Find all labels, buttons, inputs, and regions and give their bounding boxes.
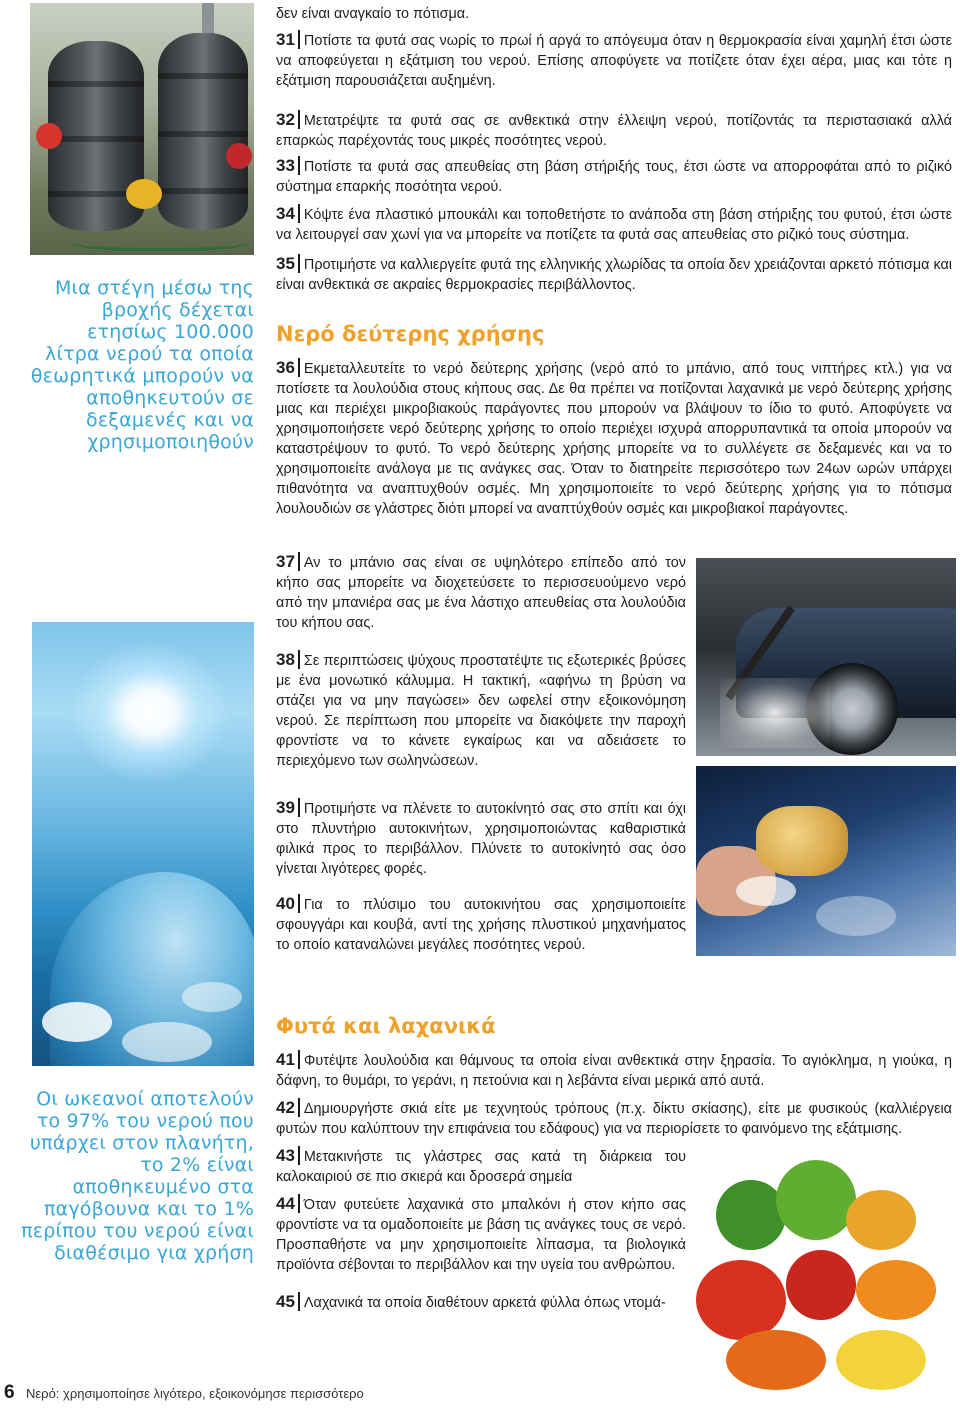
tip-44: 44 Όταν φυτεύετε λαχανικά στο μπαλκόνι ή στον κήπο σας φροντίστε να τα ομαδοποιείτε με βάση τις ανάγκες τους σε νερό. Προσπαθήστε να μην χρησιμοποιείτε λίπασμα, τα βιολογικά προϊόντα σέβονται το περιβάλλον και την υγεία του ανθρώπου. (276, 1194, 686, 1273)
tip-31: 31 Ποτίστε τα φυτά σας νωρίς το πρωί ή αργά το απόγευμα όταν η θερμοκρασία είναι χαμηλή έτσι ώστε να αποφεύγεται η εξάτμιση του νερού. Επίσης αποφύγετε να ποτίζετε όταν έχει αέρα, μιας και τότε η εξάτμιση παρουσιάζεται αυξημένη. (276, 30, 952, 89)
tip-45: 45 Λαχανικά τα οποία διαθέτουν αρκετά φύλλα όπως ντομά- (276, 1292, 666, 1311)
sidebar (0, 0, 262, 1412)
footer-title: Νερό: χρησιμοποίησε λιγότερο, εξοικονόμησε περισσότερο (26, 1386, 364, 1401)
sidebar-quote-rainwater: Μια στέγη μέσω της βροχής δέχεται ετησίως 100.000 λίτρα νερού τα οποία θεωρητικά μπορούν να αποθηκευτούν σε δεξαμενές και να χρησιμοποιηθούν (30, 277, 254, 453)
tip-39: 39 Προτιμήστε να πλένετε το αυτοκίνητό σας στο σπίτι και όχι στο πλυντήριο αυτοκινήτων, χρησιμοποιώντας καθαριστικά φιλικά προς το περιβάλλον. Πλύνετε το αυτοκίνητό σας όσο γίνεται λιγότερες φορές. (276, 798, 686, 877)
section-heading-greywater: Νερό δεύτερης χρήσης (276, 322, 545, 346)
car-sponge-wash-photo (696, 766, 956, 956)
tip-35: 35 Προτιμήστε να καλλιεργείτε φυτά της ελληνικής χλωρίδας τα οποία δεν χρειάζονται αρκετό πότισμα και είναι ανθεκτικά σε ακραίες θερμοκρασίες περιβάλλοντος. (276, 254, 952, 293)
page-number: 6 (4, 1382, 15, 1403)
page-footer (0, 1382, 520, 1406)
vegetables-photo (686, 1150, 948, 1402)
tip-36: 36 Εκμεταλλευτείτε το νερό δεύτερης χρήσης (νερό από το μπάνιο, από τους νιπτήρες κτλ.) για να ποτίσετε τα λουλούδια στους κήπους σας. Δε θα πρέπει να ποτίζονται λαχανικά με νερό δεύτερης χρήσης μιας και περιέχει μικροβιακούς παράγοντες που μπορούν να βλάψουν το ίδιο το φυτό. Αποφύγετε να χρησιμοποιήσετε νερό δεύτερης χρήσης το οποίο περιέχει ισχυρά απορρυπαντικά τα οποία μπορούν να καταστρέψουν το φυτό. Το νερό δεύτερης χρήσης μπορείτε να το συλλέγετε σε δεξαμενές και να το χρησιμοποιείτε ανάλογα με τις ανάγκες σας. Όταν το διατηρείτε περισσότερο των 24ων ωρών υπάρχει πιθανότητα να αναπτυχθούν οσμές. Μη χρησιμοποιείτε το νερό δεύτερης χρήσης για το πότισμα λουλουδιών σε γλάστρες διότι μπορεί να αναπτύχθούν οσμές και μικροβιακοί παράγοντες. (276, 358, 952, 517)
garden-hose (70, 229, 250, 251)
tip-43: 43 Μετακινήστε τις γλάστρες σας κατά τη διάρκεια του καλοκαιριού σε πιο σκιερά και δροσερά σημεία (276, 1146, 686, 1185)
sidebar-quote-oceans: Οι ωκεανοί αποτελούν το 97% του νερού που υπάρχει στον πλανήτη, το 2% είναι αποθηκευμένο στα παγόβουνα και το 1% περίπου του νερού είναι διαθέσιμο για χρήση (21, 1088, 254, 1264)
tip-32: 32 Μετατρέψτε τα φυτά σας σε ανθεκτικά στην έλλειψη νερού, ποτίζοντάς τα περιστασιακά αλλά επαρκώς παρέχοντάς τους μικρές ποσότητες νερού. (276, 110, 952, 149)
rain-barrels-photo (30, 3, 254, 255)
tip-38: 38 Σε περιπτώσεις ψύχους προστατέψτε τις εξωτερικές βρύσες με ένα μονωτικό κάλυμμα. Η τακτική, «αφήνω τη βρύση να στάζει για να μην παγώσει» δεν ωφελεί στην εξοικονόμηση νερού. Σε περίπτωση που μπορείτε να διακόψετε την παροχή φροντίστε να το κάνετε εγκαίρως και να αδειάσετε το περιεχόμενο των σωληνώσεων. (276, 650, 686, 769)
car-pressure-washer-photo (696, 558, 956, 756)
tip-37: 37 Αν το μπάνιο σας είναι σε υψηλότερο επίπεδο από τον κήπο σας μπορείτε να διοχετεύσετε το περισσευούμενο νερό από την μπανιέρα σας με ένα λάστιχο απευθείας στα λουλούδια του κήπου σας. (276, 552, 686, 631)
ocean-wave-photo (32, 622, 254, 1066)
barrel (158, 33, 248, 229)
tip-42: 42 Δημιουργήστε σκιά είτε με τεχνητούς τρόπους (π.χ. δίκτυ σκίασης), είτε με φυσικούς (καλλιέργεια φυτών που καλύπτουν την επιφάνεια του εδάφους) για να περιορίσετε το φαινόμενο της εξάτμισης. (276, 1098, 952, 1137)
tip-40: 40 Για το πλύσιμο του αυτοκινήτου σας χρησιμοποιείτε σφουγγάρι και κουβά, αντί της χρήσης πλυστικού μηχανήματος το οποίο καταναλώνει μεγάλες ποσότητες νερού. (276, 894, 686, 953)
section-heading-plants: Φυτά και λαχανικά (276, 1014, 496, 1038)
tip-41: 41 Φυτέψτε λουλούδια και θάμνους τα οποία είναι ανθεκτικά στην ξηρασία. Το αγιόκλημα, η γιούκα, η δάφνη, το θυμάρι, το γεράνι, η πετούνια και η λεβάντα είναι μερικά από αυτά. (276, 1050, 952, 1089)
intro-text: δεν είναι αναγκαίο το πότισμα. (276, 6, 470, 22)
tip-33: 33 Ποτίστε τα φυτά σας απευθείας στη βάση στήριξής τους, έτσι ώστε να απορροφάται από το ριζικό σύστημα επαρκής ποσότητα νερού. (276, 156, 952, 195)
tip-34: 34 Κόψτε ένα πλαστικό μπουκάλι και τοποθετήστε το ανάποδα στη βάση στήριξης του φυτού, έτσι ώστε να λειτουργεί σαν χωνί για να μπορείτε να ποτίζετε τα φυτά σας απευθείας στο ριζικό τους σύστημα. (276, 204, 952, 243)
